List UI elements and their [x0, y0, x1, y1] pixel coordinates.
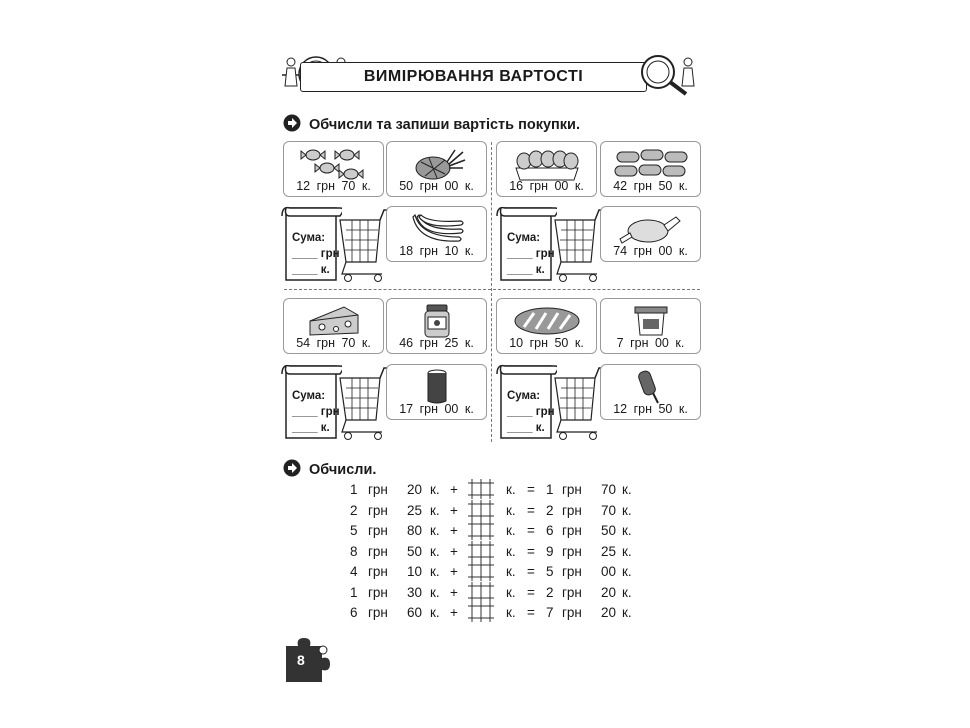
- eggs-icon: [514, 146, 580, 182]
- unit-k: к.: [430, 584, 440, 600]
- unit-k: к.: [506, 523, 516, 538]
- unit-equals: =: [527, 564, 535, 579]
- unit-k: к.: [622, 605, 632, 620]
- task-1-instruction: [283, 114, 580, 133]
- unit-k: к.: [622, 523, 632, 538]
- price-label: 54 грн 70 к.: [296, 336, 371, 350]
- unit-equals: =: [527, 543, 535, 559]
- product-card-eggs: [496, 141, 597, 197]
- value-a-grn: 1: [350, 584, 358, 600]
- unit-grn: грн: [562, 605, 582, 620]
- price-label: 18 грн 10 к.: [399, 244, 474, 258]
- value-r-grn: 5: [546, 564, 554, 579]
- sum-k-blank: ____ к.: [507, 264, 545, 276]
- value-r-k: 70: [601, 502, 617, 518]
- unit-equals: =: [527, 605, 535, 620]
- value-a-k: 20: [407, 482, 423, 497]
- unit-k: к.: [430, 605, 440, 620]
- shopping-cart-icon: [553, 206, 603, 284]
- unit-plus: +: [450, 523, 458, 538]
- product-card-yogurt: [600, 298, 701, 354]
- unit-grn: грн: [368, 584, 388, 600]
- page-number: 8: [297, 652, 305, 668]
- unit-k: к.: [430, 523, 440, 538]
- unit-plus: +: [450, 543, 458, 559]
- receipt-sum-4: [495, 362, 557, 442]
- unit-equals: =: [527, 523, 535, 538]
- price-label: 7 грн 00 к.: [616, 336, 685, 350]
- unit-k: к.: [430, 543, 440, 559]
- unit-k: к.: [506, 482, 516, 497]
- price-label: 74 грн 00 к.: [613, 244, 688, 258]
- value-a-k: 80: [407, 523, 423, 538]
- unit-equals: =: [527, 584, 535, 600]
- product-card-sausages: [600, 141, 701, 197]
- candies-icon: [299, 146, 369, 182]
- value-r-grn: 2: [546, 502, 554, 518]
- product-card-jar: [386, 298, 487, 354]
- sum-grn-blank: ____ грн: [292, 406, 340, 418]
- unit-k: к.: [622, 482, 632, 497]
- unit-k: к.: [506, 564, 516, 579]
- price-label: 12 грн 50 к.: [613, 402, 688, 416]
- answer-grid-box[interactable]: [466, 602, 496, 622]
- unit-grn: грн: [562, 564, 582, 579]
- unit-k: к.: [622, 543, 632, 559]
- puzzle-piece-icon: [282, 636, 330, 684]
- unit-grn: грн: [368, 523, 388, 538]
- unit-k: к.: [430, 502, 440, 518]
- price-label: 16 грн 00 к.: [509, 179, 584, 193]
- value-r-grn: 6: [546, 523, 554, 538]
- arrow-right-icon: [283, 459, 301, 477]
- unit-plus: +: [450, 502, 458, 518]
- value-a-grn: 2: [350, 502, 358, 518]
- shopping-cart-icon: [338, 364, 388, 442]
- price-label: 12 грн 70 к.: [296, 179, 371, 193]
- value-a-k: 10: [407, 564, 423, 579]
- bread-icon: [512, 303, 582, 339]
- price-label: 42 грн 50 к.: [613, 179, 688, 193]
- task-2-text: Обчисли.: [309, 462, 377, 478]
- product-card-cheese: [283, 298, 384, 354]
- receipt-sum-3: [280, 362, 342, 442]
- unit-grn: грн: [562, 523, 582, 538]
- bananas-icon: [407, 211, 467, 247]
- value-a-grn: 6: [350, 605, 358, 620]
- unit-k: к.: [622, 502, 632, 518]
- unit-k: к.: [506, 543, 516, 559]
- unit-grn: грн: [368, 564, 388, 579]
- unit-grn: грн: [368, 502, 388, 518]
- unit-plus: +: [450, 482, 458, 497]
- value-r-k: 50: [601, 523, 617, 538]
- chicken-icon: [618, 211, 684, 247]
- value-r-k: 25: [601, 543, 617, 559]
- task-1-text: Обчисли та запиши вартість покупки.: [309, 117, 580, 133]
- unit-grn: грн: [562, 482, 582, 497]
- task-2-instruction: [283, 459, 376, 478]
- product-card-bananas: [386, 206, 487, 262]
- sum-k-blank: ____ к.: [507, 422, 545, 434]
- receipt-sum-2: [495, 204, 557, 284]
- unit-grn: грн: [562, 543, 582, 559]
- product-card-pineapple: [386, 141, 487, 197]
- value-a-grn: 4: [350, 564, 358, 579]
- product-card-chicken: [600, 206, 701, 262]
- unit-grn: грн: [562, 584, 582, 600]
- answer-grid-box[interactable]: [466, 479, 496, 499]
- unit-k: к.: [506, 605, 516, 620]
- product-card-ice-cream: [600, 364, 701, 420]
- sum-label: Сума:: [507, 232, 541, 244]
- unit-k: к.: [506, 502, 516, 518]
- sum-k-blank: ____ к.: [292, 264, 330, 276]
- value-r-grn: 7: [546, 605, 554, 620]
- unit-equals: =: [527, 502, 535, 518]
- value-a-grn: 1: [350, 482, 358, 497]
- product-card-bread: [496, 298, 597, 354]
- pineapple-icon: [407, 146, 467, 182]
- unit-plus: +: [450, 605, 458, 620]
- answer-grid-box[interactable]: [466, 520, 496, 540]
- price-label: 17 грн 00 к.: [399, 402, 474, 416]
- shopping-cart-icon: [553, 364, 603, 442]
- value-r-grn: 2: [546, 584, 554, 600]
- value-a-grn: 8: [350, 543, 358, 559]
- sum-grn-blank: ____ грн: [507, 406, 555, 418]
- header-bar: [300, 62, 647, 92]
- value-r-k: 20: [601, 605, 617, 620]
- unit-k: к.: [506, 584, 516, 600]
- unit-k: к.: [622, 564, 632, 579]
- product-card-candies: [283, 141, 384, 197]
- unit-k: к.: [430, 564, 440, 579]
- price-label: 10 грн 50 к.: [509, 336, 584, 350]
- unit-grn: грн: [562, 502, 582, 518]
- unit-grn: грн: [368, 482, 388, 497]
- unit-plus: +: [450, 564, 458, 579]
- value-a-k: 25: [407, 502, 423, 518]
- value-a-k: 50: [407, 543, 423, 559]
- answer-grid-box[interactable]: [466, 500, 496, 520]
- unit-grn: грн: [368, 605, 388, 620]
- value-a-grn: 5: [350, 523, 358, 538]
- price-label: 50 грн 00 к.: [399, 179, 474, 193]
- unit-equals: =: [527, 482, 535, 497]
- unit-k: к.: [430, 482, 440, 497]
- sum-k-blank: ____ к.: [292, 422, 330, 434]
- value-a-k: 60: [407, 605, 423, 620]
- value-a-k: 30: [407, 584, 423, 600]
- shopping-cart-icon: [338, 206, 388, 284]
- yogurt-icon: [631, 303, 671, 339]
- arrow-right-icon: [283, 114, 301, 132]
- sum-label: Сума:: [292, 390, 326, 402]
- value-r-k: 00: [601, 564, 617, 579]
- sum-label: Сума:: [292, 232, 326, 244]
- value-r-k: 70: [601, 482, 617, 497]
- product-card-juice: [386, 364, 487, 420]
- sausages-icon: [611, 146, 691, 182]
- answer-grid-box[interactable]: [466, 582, 496, 602]
- answer-grid-box[interactable]: [466, 561, 496, 581]
- page-title: ВИМІРЮВАННЯ ВАРТОСТІ: [363, 68, 584, 85]
- cheese-icon: [304, 303, 364, 339]
- magnifier-icon: [628, 48, 698, 98]
- divider-vertical: [491, 142, 492, 442]
- sum-grn-blank: ____ грн: [507, 248, 555, 260]
- price-label: 46 грн 25 к.: [399, 336, 474, 350]
- unit-k: к.: [622, 584, 632, 600]
- jar-icon: [417, 303, 457, 339]
- receipt-sum-1: [280, 204, 342, 284]
- answer-grid-box[interactable]: [466, 541, 496, 561]
- value-r-k: 20: [601, 584, 617, 600]
- ice-cream-icon: [631, 369, 671, 405]
- juice-glass-icon: [422, 369, 452, 405]
- divider-horizontal: [284, 289, 700, 290]
- unit-grn: грн: [368, 543, 388, 559]
- sum-grn-blank: ____ грн: [292, 248, 340, 260]
- value-r-grn: 9: [546, 543, 554, 559]
- unit-plus: +: [450, 584, 458, 600]
- sum-label: Сума:: [507, 390, 541, 402]
- value-r-grn: 1: [546, 482, 554, 497]
